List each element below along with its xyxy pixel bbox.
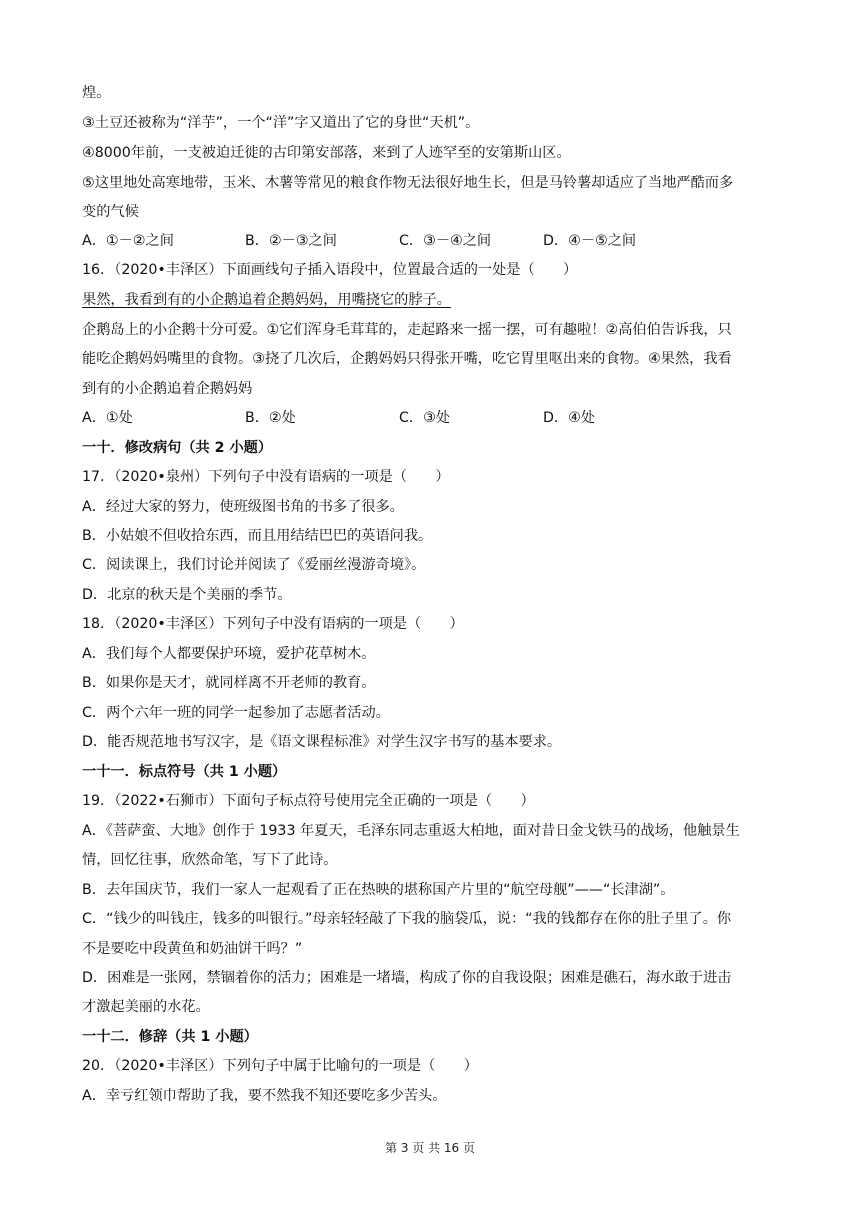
q16-option-b: B．②处 (245, 410, 296, 426)
q19-option-b: B．去年国庆节，我们一家人一起观看了正在热映的堪称国产片里的“航空母舰”——“长津湖”。 (82, 882, 675, 898)
q15-option-c: C．③－④之间 (399, 233, 492, 249)
question-20: 20．（2020•丰泽区）下列句子中属于比喻句的一项是（ ） (82, 1058, 478, 1074)
q17-option-d: D．北京的秋天是个美丽的季节。 (82, 587, 292, 603)
question-19: 19．（2022•石狮市）下面句子标点符号使用完全正确的一项是（ ） (82, 793, 535, 809)
q17-option-c: C．阅读课上，我们讨论并阅读了《爱丽丝漫游奇境》。 (82, 557, 426, 573)
q19-option-d-cont: 才激起美丽的水花。 (82, 999, 210, 1015)
question-16: 16．（2020•丰泽区）下面画线句子插入语段中，位置最合适的一处是（ ） (82, 262, 578, 278)
section-heading: 一十一．标点符号（共 1 小题） (82, 764, 287, 780)
passage-line: 到有的小企鹅追着企鹅妈妈 (82, 381, 253, 397)
q18-option-b: B．如果你是天才，就同样离不开老师的教育。 (82, 675, 376, 691)
text-line: ③土豆还被称为“洋芋”，一个“洋”字又道出了它的身世“天机”。 (82, 115, 480, 131)
q15-option-b: B．②－③之间 (245, 233, 337, 249)
q19-option-a: A．《菩萨蛮、大地》创作于 1933 年夏天，毛泽东同志重返大柏地，面对昔日金戈铁马的战场，他触景生 (82, 823, 740, 839)
q20-option-a: A．幸亏红领巾帮助了我，要不然我不知还要吃多少苦头。 (82, 1088, 447, 1104)
q17-option-b: B．小姑娘不但收拾东西，而且用结结巴巴的英语问我。 (82, 528, 433, 544)
q16-option-a: A．①处 (82, 410, 133, 426)
question-18: 18．（2020•丰泽区）下列句子中没有语病的一项是（ ） (82, 616, 464, 632)
q17-option-a: A．经过大家的努力，使班级图书角的书多了很多。 (82, 499, 404, 515)
text-line: ⑤这里地处高寒地带，玉米、木薯等常见的粮食作物无法很好地生长，但是马铃薯却适应了当地严酷而多 (82, 175, 734, 191)
q15-option-a: A．①－②之间 (82, 233, 174, 249)
q15-option-d: D．④－⑤之间 (543, 233, 637, 249)
text-line: ④8000年前，一支被迫迁徙的古印第安部落，来到了人迹罕至的安第斯山区。 (82, 145, 571, 161)
passage-line: 能吃企鹅妈妈嘴里的食物。③挠了几次后，企鹅妈妈只得张开嘴，吃它胃里呕出来的食物。④果然，我看 (82, 351, 732, 367)
section-heading: 一十二．修辞（共 1 小题） (82, 1029, 258, 1045)
page-footer: 第 3 页 共 16 页 (385, 1141, 475, 1155)
q19-option-c-cont: 不是要吃中段黄鱼和奶油饼干吗？” (82, 941, 303, 957)
text-line: 变的气候 (82, 204, 139, 220)
question-17: 17．（2020•泉州）下列句子中没有语病的一项是（ ） (82, 469, 450, 485)
q18-option-a: A．我们每个人都要保护环境，爱护花草树木。 (82, 646, 376, 662)
q16-option-c: C．③处 (399, 410, 451, 426)
underlined-sentence: 果然，我看到有的小企鹅追着企鹅妈妈，用嘴挠它的脖子。 (82, 292, 451, 308)
q19-option-c: C．“钱少的叫钱庄，钱多的叫银行。”母亲轻轻敲了下我的脑袋瓜，说：“我的钱都存在你的肚子里了。你 (82, 911, 732, 927)
q18-option-d: D．能否规范地书写汉字，是《语文课程标准》对学生汉字书写的基本要求。 (82, 734, 562, 750)
q16-option-d: D．④处 (543, 410, 596, 426)
section-heading: 一十．修改病句（共 2 小题） (82, 440, 273, 456)
q19-option-d: D．困难是一张网，禁锢着你的活力；困难是一堵墙，构成了你的自我设限；困难是礁石，海水敢于进击 (82, 970, 732, 986)
q18-option-c: C．两个六年一班的同学一起参加了志愿者活动。 (82, 705, 390, 721)
q19-option-a-cont: 情，回忆往事，欣然命笔，写下了此诗。 (82, 852, 338, 868)
passage-line: 企鹅岛上的小企鹅十分可爱。①它们浑身毛茸茸的，走起路来一摇一摆，可有趣啦！②高伯伯告诉我，只 (82, 322, 732, 338)
text-line: 煌。 (82, 85, 111, 101)
